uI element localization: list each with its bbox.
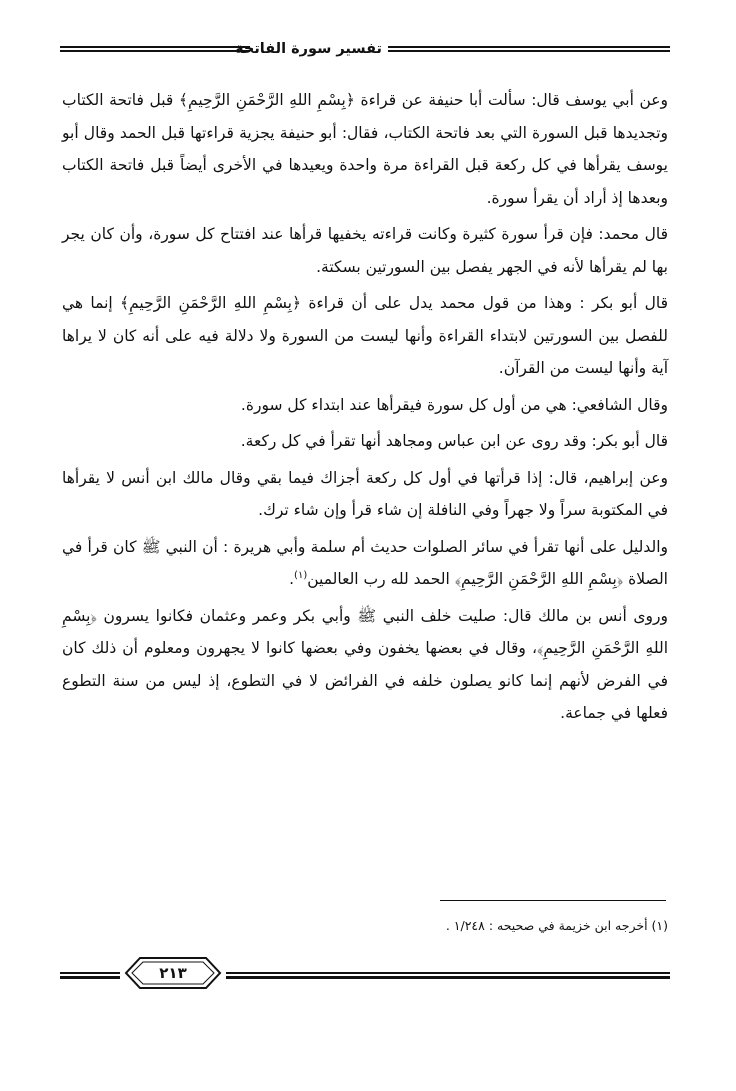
paragraph-3: قال أبو بكر : وهذا من قول محمد يدل على أن قراءة ﴿بِسْمِ اللهِ الرَّحْمَنِ الرَّحِيمِ﴾ إنما هي للفصل بين السورتين لابتداء القراءة وأنها ليست من السورة ولا دلالة فيه على أنه كان لا يراها آية وأنها ليست من القرآن. [62,294,668,377]
paragraph-5: قال أبو بكر: وقد روى عن ابن عباس ومجاهد أنها تقرأ في كل ركعة. [240,432,668,450]
footnote: (١) أخرجه ابن خزيمة في صحيحه : ١/٢٤٨ . [445,918,668,933]
paragraph-6: وعن إبراهيم، قال: إذا قرأتها في أول كل ركعة أجزاك فيما بقي وقال مالك ابن أنس لا يقرأها في المكتوبة سراً ولا جهراً وفي النافلة إن شاء قرأ وإن شاء ترك. [62,468,668,519]
page-number: ٢١٣ [159,964,187,982]
paragraph-1: وعن أبي يوسف قال: سألت أبا حنيفة عن قراءة ﴿بِسْمِ اللهِ الرَّحْمَنِ الرَّحِيمِ﴾ قبل فاتحة الكتاب وتجديدها قبل السورة التي بعد فاتحة الكتاب، فقال: أبو حنيفة يجزية قراءتها قبل الحمد وقال أبو يوسف يقرأها في كل ركعة قبل القراءة مرة واحدة ويعيدها في الأخرى أيضاً قبل فاتحة الكتاب وبعدها إذ أراد أن يقرأ سورة. [62,91,668,207]
paragraph-4: وقال الشافعي: هي من أول كل سورة فيقرأها عند ابتداء كل سورة. [240,395,668,414]
paragraph-7-text: والدليل على أنها تقرأ في سائر الصلوات حديث أم سلمة وأبي هريرة : أن النبي ﷺ كان قرأ في الصلاة ﴿بِسْمِ اللهِ الرَّحْمَنِ الرَّحِيمِ﴾ الحمد لله رب العالمين [62,537,668,588]
page-header [60,38,670,62]
page-number-frame [122,954,224,992]
main-text [62,84,668,734]
paragraph-7-end: . [289,570,295,588]
paragraph-7 [62,531,668,596]
paragraph-8: وروى أنس بن مالك قال: صليت خلف النبي ﷺ وأبي بكر وعمر وعثمان فكانوا يسرون ﴿بِسْمِ اللهِ الرَّحْمَنِ الرَّحِيمِ﴾، وقال في بعضها يخفون وفي بعضها كانوا لا يجهرون ومعلوم أن ذلك كان في الفرض لأنهم إنما كانو يصلون خلفه في الفرائض لا في التطوع، إذ ليس من سنة التطوع فعلها في جماعة. [62,606,668,722]
header-rule-right [388,46,670,52]
footnote-separator [440,900,666,901]
footer-rule-right [226,972,670,979]
footnote-reference[interactable]: (١) [294,569,308,581]
running-title: تفسير سورة الفاتحة [235,41,382,57]
header-rule-left [60,46,250,52]
paragraph-2: قال محمد: فإن قرأ سورة كثيرة وكانت قراءته يخفيها قرأها عند افتتاح كل سورة، وأن كان يجر بها لم يقرأها لأنه في الجهر يفصل بين السورتين بسكتة. [62,225,668,276]
footer-rule-left [60,972,120,979]
page-footer [60,952,670,996]
